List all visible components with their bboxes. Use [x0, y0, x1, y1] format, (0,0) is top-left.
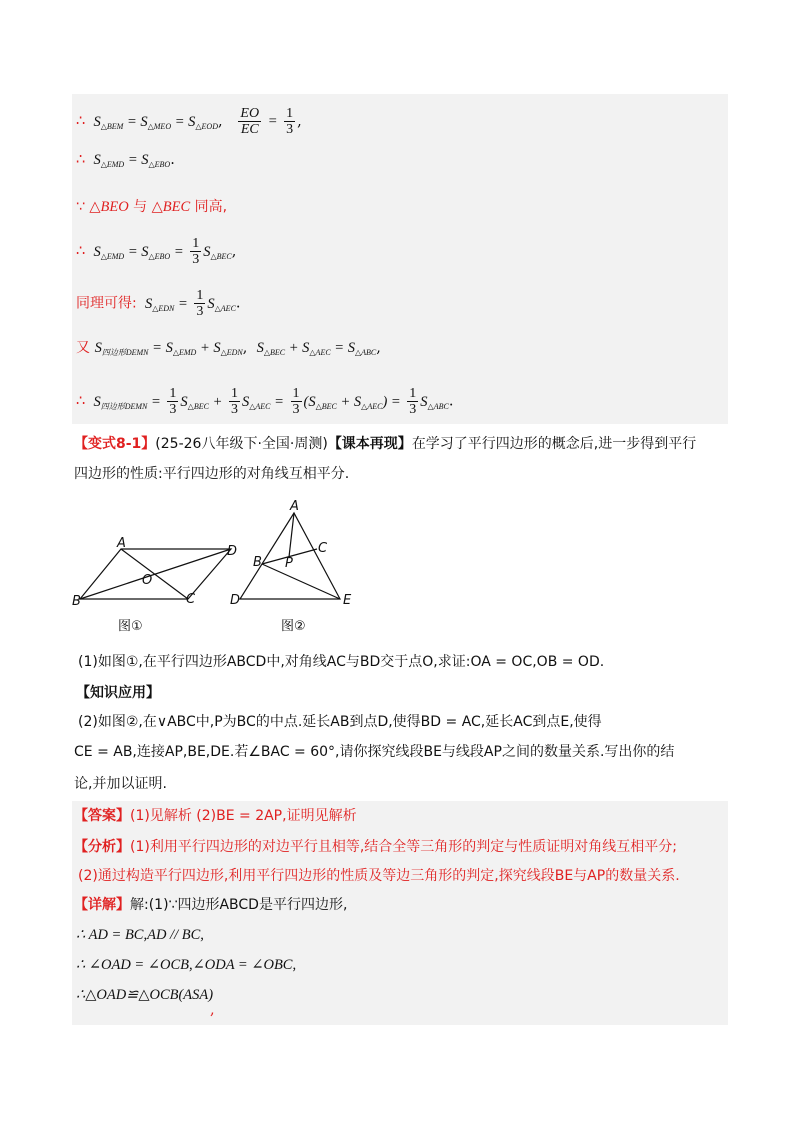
- area-equality: $S_{\triangle BEM} = S_{\triangle MEO} = S_{\triangle EOD}$: [89, 113, 218, 131]
- math-line-4: ∴ $S_{\triangle EMD} = S_{\triangle EBO}$ = $\frac{1}{3}$ $S_{\triangle BEC}$,: [76, 236, 237, 267]
- figure-parallelogram: [80, 549, 231, 599]
- question-2-a: (2)如图②,在∨ABC中,P为BC的中点.延长AB到点D,使得BD = AC,延长AC到点E,使得: [78, 714, 602, 730]
- segment-be: [262, 564, 340, 599]
- label-C-fig2: C: [318, 541, 328, 556]
- math-line-7: ∴ $S_{四边形DEMN}$ = $\frac{1}{3}$ $S_{\triangle BEC}$ + $\frac{1}{3}$ $S_{\triangle AEC}$ = $\frac{1}{3}$ $(S_{\triangle BEC} + S_{\triangle AEC})$ = $\frac{1}{3}$ $S_{\triangle ABC}$.: [76, 386, 454, 417]
- detail-line-1: 【详解】解:(1)∵四边形ABCD是平行四边形,: [74, 897, 348, 913]
- problem-line-2: 四边形的性质:平行四边形的对角线互相平分.: [74, 466, 350, 482]
- detail-line-3: ∴ ∠OAD = ∠OCB,∠ODA = ∠OBC,: [76, 957, 297, 973]
- label-D-fig2: D: [230, 593, 241, 608]
- label-E-fig2: E: [343, 593, 352, 608]
- fraction-eo-ec: $\frac{EO}{EC}$: [240, 106, 260, 137]
- analysis-line-1: 【分析】(1)利用平行四边形的对边平行且相等,结合全等三角形的判定与性质证明对角线互相平分;: [74, 839, 677, 855]
- label-C-fig1: C: [186, 592, 196, 607]
- question-2-c: 论,并加以证明.: [74, 776, 167, 792]
- math-line-2: ∴ $S_{\triangle EMD} = S_{\triangle EBO}$.: [76, 152, 175, 169]
- label-B-fig1: B: [72, 594, 81, 609]
- section-knowledge: 【知识应用】: [76, 685, 160, 701]
- fraction-one-third: $\frac{1}{3}$: [286, 106, 294, 137]
- detail-line-4: ∴△OAD≌△OCB(ASA): [76, 987, 214, 1003]
- figure-caption-2: 图②: [281, 619, 306, 634]
- figure-caption-1: 图①: [118, 619, 143, 634]
- label-A-fig1: A: [117, 536, 126, 551]
- math-line-6: 又 $S_{四边形DEMN} = S_{\triangle EMD} + S_{\triangle EDN}$, $S_{\triangle BEC} + S_{\triangle AEC} = S_{\triangle ABC}$,: [76, 340, 381, 357]
- label-O-fig1: O: [142, 573, 153, 588]
- question-2-b: CE = AB,连接AP,BE,DE.若∠BAC = 60°,请你探究线段BE与线段AP之间的数量关系.写出你的结: [74, 744, 675, 760]
- label-B-fig2: B: [253, 555, 262, 570]
- label-P-fig2: P: [285, 556, 293, 571]
- diagonal-bd: [80, 549, 231, 599]
- question-1: (1)如图①,在平行四边形ABCD中,对角线AC与BD交于点O,求证:OA = OC,OB = OD.: [78, 654, 605, 670]
- analysis-line-2: (2)通过构造平行四边形,利用平行四边形的性质及等边三角形的判定,探究线段BE与AP的数量关系.: [78, 868, 680, 884]
- math-line-5: 同理可得: $S_{\triangle EDN}$ = $\frac{1}{3}$ $S_{\triangle AEC}$.: [76, 288, 241, 319]
- problem-line-1: 【变式8-1】(25-26八年级下·全国·周测)【课本再现】在学习了平行四边形的概念后,进一步得到平行: [74, 436, 697, 452]
- label-A-fig2: A: [290, 499, 299, 514]
- math-line-1: ∴ $S_{\triangle BEM} = S_{\triangle MEO} = S_{\triangle EOD}$, $\frac{EO}{EC}$ = $\frac{1}{3}$ ,: [76, 106, 302, 137]
- label-D-fig1: D: [227, 544, 238, 559]
- answer-line: 【答案】(1)见解析 (2)BE = 2AP,证明见解析: [74, 808, 357, 824]
- detail-line-4-comma: ,: [210, 1002, 215, 1018]
- detail-line-2: ∴ AD = BC,AD // BC,: [76, 927, 204, 943]
- math-line-3: ∵ △BEO 与 △BEC 同高,: [76, 199, 228, 215]
